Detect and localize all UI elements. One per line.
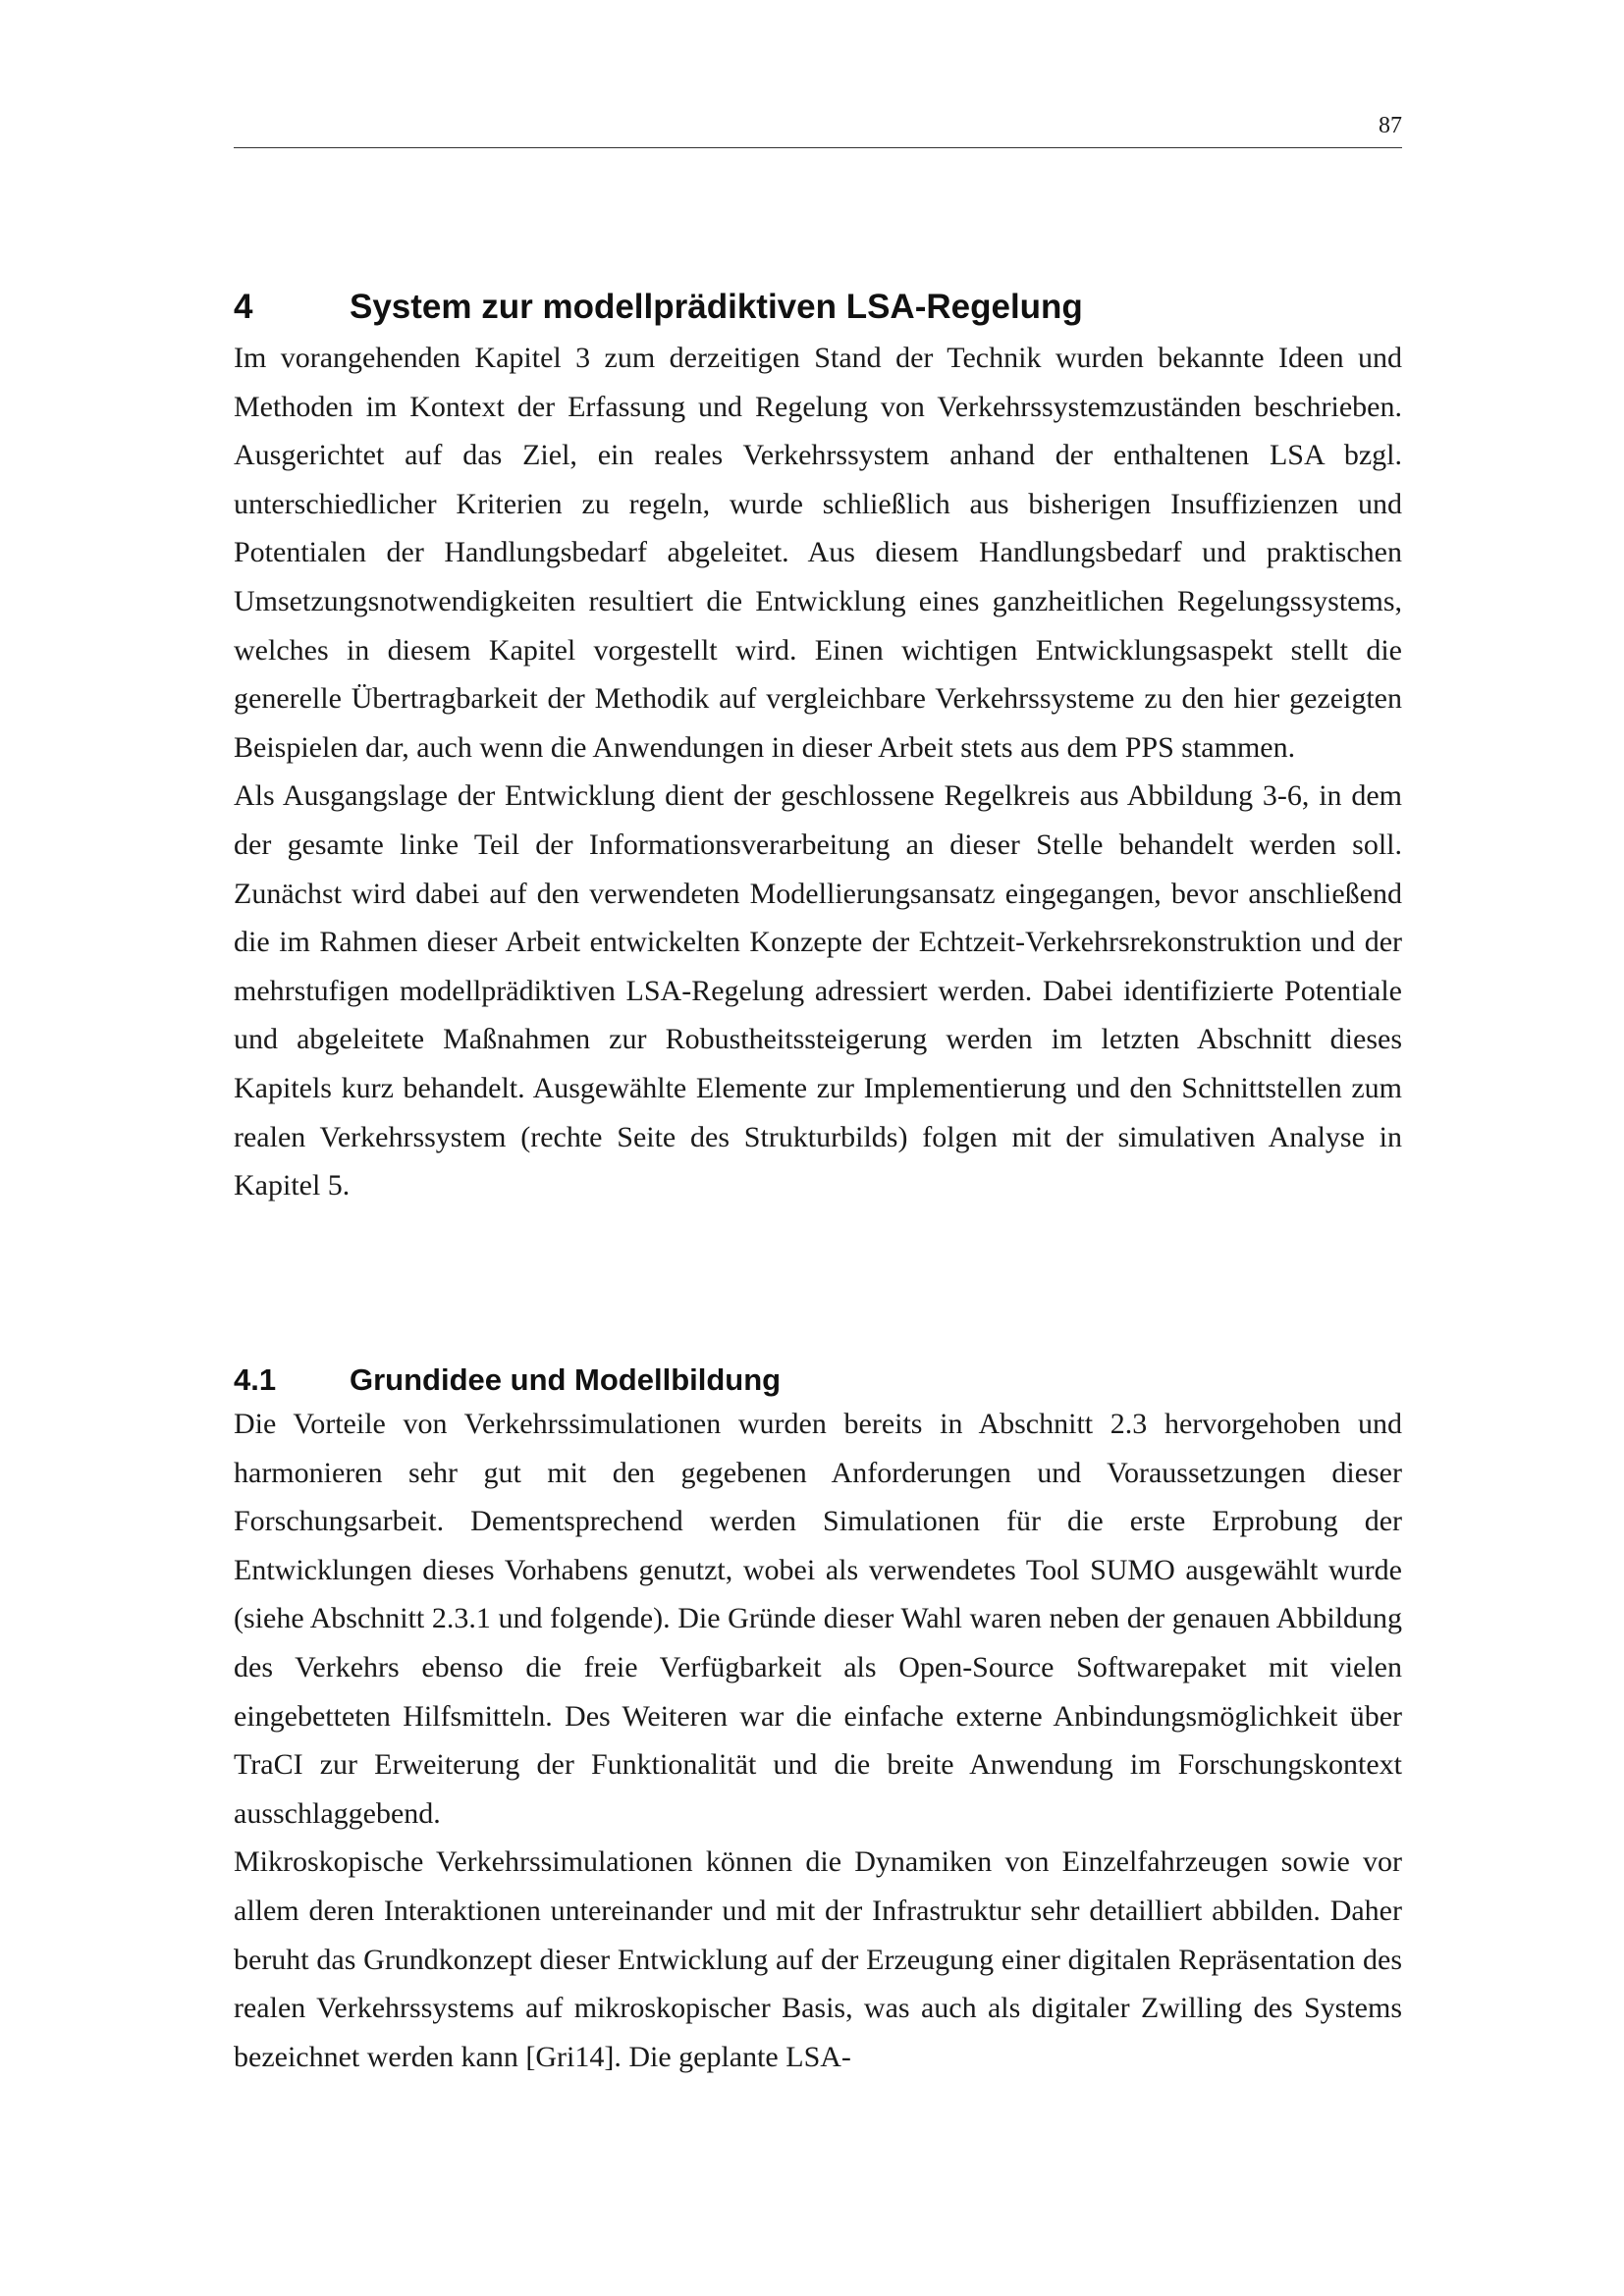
chapter-title: System zur modellprädiktiven LSA-Regelung xyxy=(350,288,1083,327)
chapter-intro xyxy=(234,334,1402,1210)
paragraph: Im vorangehenden Kapitel 3 zum derzeitigen Stand der Technik wurden bekannte Ideen und Methoden im Kontext der Erfassung und Regelung von Verkehrssystemzuständen beschrieben. Ausgerichtet auf das Ziel, ein reales Verkehrssystem anhand der enthaltenen LSA bzgl. unterschiedlicher Kriterien zu regeln, wurde schließlich aus bisherigen Insuffizienzen und Potentialen der Handlungsbedarf abgeleitet. Aus diesem Handlungsbedarf und praktischen Umsetzungsnotwendigkeiten resultiert die Entwicklung eines ganzheitlichen Regelungssystems, welches in diesem Kapitel vorgestellt wird. Einen wichtigen Entwicklungsaspekt stellt die generelle Übertragbarkeit der Methodik auf vergleichbare Verkehrssysteme zu den hier gezeigten Beispielen dar, auch wenn die Anwendungen in dieser Arbeit stets aus dem PPS stammen. xyxy=(234,342,1402,764)
section-number: 4.1 xyxy=(234,1362,277,1397)
chapter-number: 4 xyxy=(234,288,253,327)
page-number: 87 xyxy=(1379,113,1402,138)
section-body xyxy=(234,1400,1402,2081)
running-header xyxy=(234,110,1402,148)
paragraph: Als Ausgangslage der Entwicklung dient der geschlossene Regelkreis aus Abbildung 3-6, in dem der gesamte linke Teil der Informationsverarbeitung an dieser Stelle behandelt werden soll. Zunächst wird dabei auf den verwendeten Modellierungsansatz eingegangen, bevor anschließend die im Rahmen dieser Arbeit entwickelten Konzepte der Echtzeit-Verkehrsrekonstruktion und der mehrstufigen modellprädiktiven LSA-Regelung adressiert werden. Dabei identifizierte Potentiale und abgeleitete Maßnahmen zur Robustheitssteigerung werden im letzten Abschnitt dieses Kapitels kurz behandelt. Ausgewählte Elemente zur Implementierung und den Schnittstellen zum realen Verkehrssystem (rechte Seite des Strukturbilds) folgen mit der simulativen Analyse in Kapitel 5. xyxy=(234,779,1402,1202)
section-title: Grundidee und Modellbildung xyxy=(350,1362,782,1397)
paragraph: Mikroskopische Verkehrssimulationen können die Dynamiken von Einzelfahrzeugen sowie vor allem deren Interaktionen untereinander und mit der Infrastruktur sehr detailliert abbilden. Daher beruht das Grundkonzept dieser Entwicklung auf der Erzeugung einer digitalen Repräsentation des realen Verkehrssystems auf mikroskopischer Basis, was auch als digitaler Zwilling des Systems bezeichnet werden kann [Gri14]. Die geplante LSA- xyxy=(234,1845,1402,2073)
paragraph: Die Vorteile von Verkehrssimulationen wurden bereits in Abschnitt 2.3 hervorgehoben und harmonieren sehr gut mit den gegebenen Anforderungen und Voraussetzungen dieser Forschungsarbeit. Dementsprechend werden Simulationen für die erste Erprobung der Entwicklungen dieses Vorhabens genutzt, wobei als verwendetes Tool SUMO ausgewählt wurde (siehe Abschnitt 2.3.1 und folgende). Die Gründe dieser Wahl waren neben der genauen Abbildung des Verkehrs ebenso die freie Verfügbarkeit als Open-Source Softwarepaket mit vielen eingebetteten Hilfsmitteln. Des Weiteren war die einfache externe Anbindungsmöglichkeit über TraCI zur Erweiterung der Funktionalität und die breite Anwendung im Forschungskontext ausschlaggebend. xyxy=(234,1408,1402,1830)
